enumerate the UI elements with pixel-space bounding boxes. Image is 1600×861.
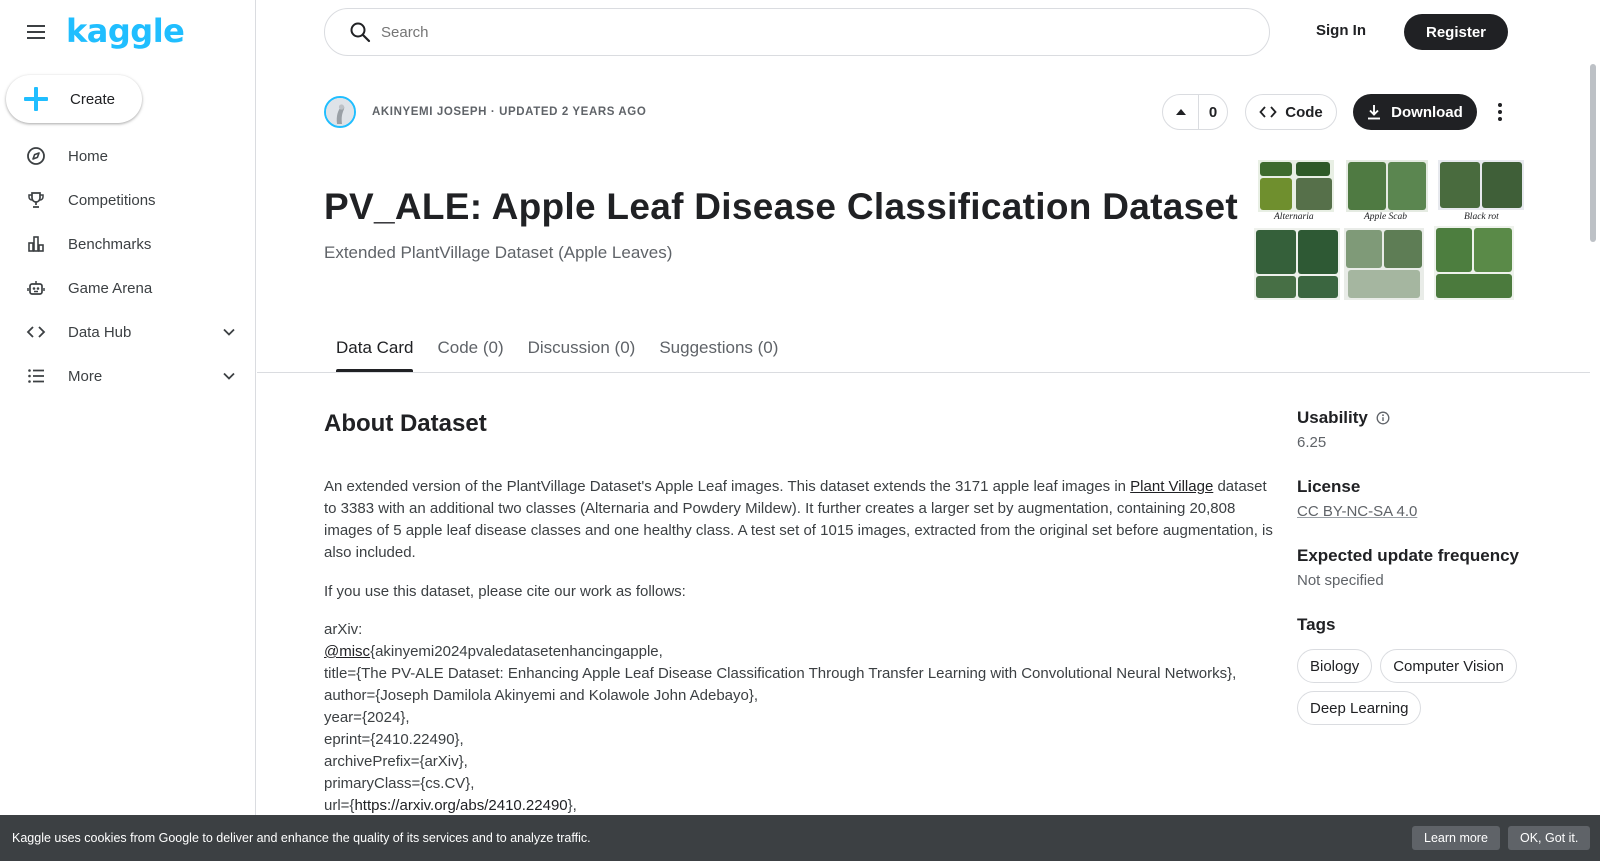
license-link[interactable]: CC BY-NC-SA 4.0	[1297, 503, 1418, 520]
about-text-part: dataset to 3383 with an additional two classes (Alternaria and Powdery Mildew). It further creates a larger set by augmentation, containing 20,808 images of 5 apple leaf disease classes and one healthy class. A test set of 1015 images, extracted from the original set before augmentation, is also included.	[324, 478, 1273, 561]
tag-biology[interactable]: Biology	[1297, 649, 1372, 683]
hamburger-menu-icon[interactable]	[22, 20, 50, 44]
bar-chart-icon	[26, 234, 46, 254]
sidebar-nav	[0, 134, 256, 398]
page-title: PV_ALE: Apple Leaf Disease Classification Dataset	[324, 186, 1238, 227]
tag-deep-learning[interactable]: Deep Learning	[1297, 691, 1421, 725]
sidebar	[0, 0, 256, 861]
sidebar-item-competitions[interactable]	[0, 178, 256, 222]
plant-village-link[interactable]: Plant Village	[1130, 478, 1214, 495]
create-button[interactable]	[6, 75, 142, 123]
info-icon[interactable]	[1376, 411, 1390, 425]
citation-block	[324, 619, 1236, 817]
upvote-button[interactable]	[1163, 95, 1199, 129]
robot-icon	[26, 278, 46, 298]
citation-line: primaryClass={cs.CV},	[324, 775, 475, 792]
download-button-label: Download	[1391, 103, 1463, 121]
citation-text: url={	[324, 797, 355, 814]
download-button[interactable]	[1353, 94, 1477, 130]
citation-text: },	[567, 797, 577, 814]
sidebar-item-data-hub[interactable]	[0, 310, 256, 354]
about-paragraph	[324, 476, 1274, 564]
misc-link[interactable]: @misc	[324, 643, 371, 660]
tab-bar	[324, 324, 790, 372]
chevron-down-icon[interactable]	[222, 369, 236, 383]
cookie-banner	[0, 815, 1600, 861]
register-button[interactable]: Register	[1404, 14, 1508, 50]
citation-line: title={The PV-ALE Dataset: Enhancing Apple Leaf Disease Classification Through Transfer Learning with Convolutional Neural Networks},	[324, 665, 1237, 682]
sidebar-item-home[interactable]	[0, 134, 256, 178]
code-button[interactable]	[1245, 94, 1337, 130]
about-heading: About Dataset	[324, 410, 487, 437]
trophy-icon	[26, 190, 46, 210]
search-input[interactable]	[381, 24, 1181, 41]
frequency-value: Not specified	[1297, 572, 1384, 589]
kaggle-logo[interactable]: kaggle	[66, 12, 185, 50]
sidebar-item-label: Home	[68, 147, 109, 165]
frequency-heading: Expected update frequency	[1297, 546, 1520, 565]
tag-computer-vision[interactable]: Computer Vision	[1380, 649, 1517, 683]
vote-control	[1162, 94, 1228, 130]
about-text-part: An extended version of the PlantVillage Dataset's Apple Leaf images. This dataset extends the 3171 apple leaf images in	[324, 478, 1131, 495]
code-brackets-icon	[26, 322, 46, 342]
citation-line: archivePrefix={arXiv},	[324, 753, 468, 770]
citation-line: year={2024},	[324, 709, 410, 726]
vote-count: 0	[1208, 103, 1218, 121]
chevron-down-icon[interactable]	[222, 325, 236, 339]
plus-icon	[24, 87, 48, 111]
sidebar-item-game-arena[interactable]	[0, 266, 256, 310]
sidebar-item-label: Data Hub	[68, 323, 132, 341]
tab-code[interactable]: Code (0)	[437, 338, 504, 357]
caret-up-icon	[1175, 107, 1187, 117]
ok-got-it-button[interactable]: OK, Got it.	[1508, 826, 1590, 850]
tag-list	[1297, 649, 1527, 725]
thumbnail-caption: Apple Scab	[1364, 212, 1408, 222]
citation-text: {akinyemi2024pvaledatasetenhancingapple,	[370, 643, 663, 660]
usability-heading	[1297, 408, 1537, 428]
sidebar-item-label: Benchmarks	[68, 235, 152, 253]
arxiv-url-link[interactable]: https://arxiv.org/abs/2410.22490	[354, 797, 568, 814]
dataset-sidebar	[1297, 408, 1537, 725]
page-subtitle: Extended PlantVillage Dataset (Apple Leaves)	[324, 243, 673, 262]
citation-line: arXiv:	[324, 621, 363, 638]
dataset-meta: AKINYEMI JOSEPH · UPDATED 2 YEARS AGO	[372, 106, 647, 118]
thumbnail-caption: Black rot	[1464, 212, 1499, 222]
search-bar[interactable]	[324, 8, 1270, 56]
citation-line: author={Joseph Damilola Akinyemi and Kolawole John Adebayo},	[324, 687, 759, 704]
cookie-text: Kaggle uses cookies from Google to deliver and enhance the quality of its services and to analyze traffic.	[12, 831, 591, 845]
compass-icon	[26, 146, 46, 166]
sidebar-item-benchmarks[interactable]	[0, 222, 256, 266]
tab-data-card[interactable]: Data Card	[324, 324, 425, 372]
tab-suggestions[interactable]: Suggestions (0)	[659, 338, 779, 357]
sidebar-item-label: Game Arena	[68, 279, 153, 297]
sign-in-link[interactable]: Sign In	[1316, 22, 1366, 39]
thumbnail-caption: Alternaria	[1274, 212, 1314, 222]
dataset-thumbnail-image	[1250, 158, 1526, 302]
cite-intro: If you use this dataset, please cite our work as follows:	[324, 583, 686, 600]
tags-heading: Tags	[1297, 615, 1336, 634]
more-options-icon[interactable]	[1490, 98, 1510, 126]
create-label: Create	[70, 90, 116, 108]
code-brackets-icon	[1259, 105, 1277, 119]
sidebar-item-label: Competitions	[68, 191, 156, 209]
tab-divider	[257, 372, 1590, 373]
scrollbar[interactable]	[1590, 64, 1596, 242]
sidebar-item-label: More	[68, 367, 103, 385]
list-icon	[26, 366, 46, 386]
download-icon	[1367, 104, 1381, 120]
citation-line	[324, 641, 1236, 663]
license-heading: License	[1297, 477, 1361, 496]
search-icon	[349, 21, 371, 43]
usability-value: 6.25	[1297, 434, 1327, 451]
citation-line: eprint={2410.22490},	[324, 731, 464, 748]
code-button-label: Code	[1285, 103, 1323, 121]
avatar[interactable]	[324, 96, 356, 128]
usability-label: Usability	[1297, 408, 1368, 427]
citation-line	[324, 795, 1236, 817]
learn-more-button[interactable]: Learn more	[1412, 826, 1500, 850]
sidebar-item-more[interactable]	[0, 354, 256, 398]
tab-discussion[interactable]: Discussion (0)	[527, 338, 636, 357]
